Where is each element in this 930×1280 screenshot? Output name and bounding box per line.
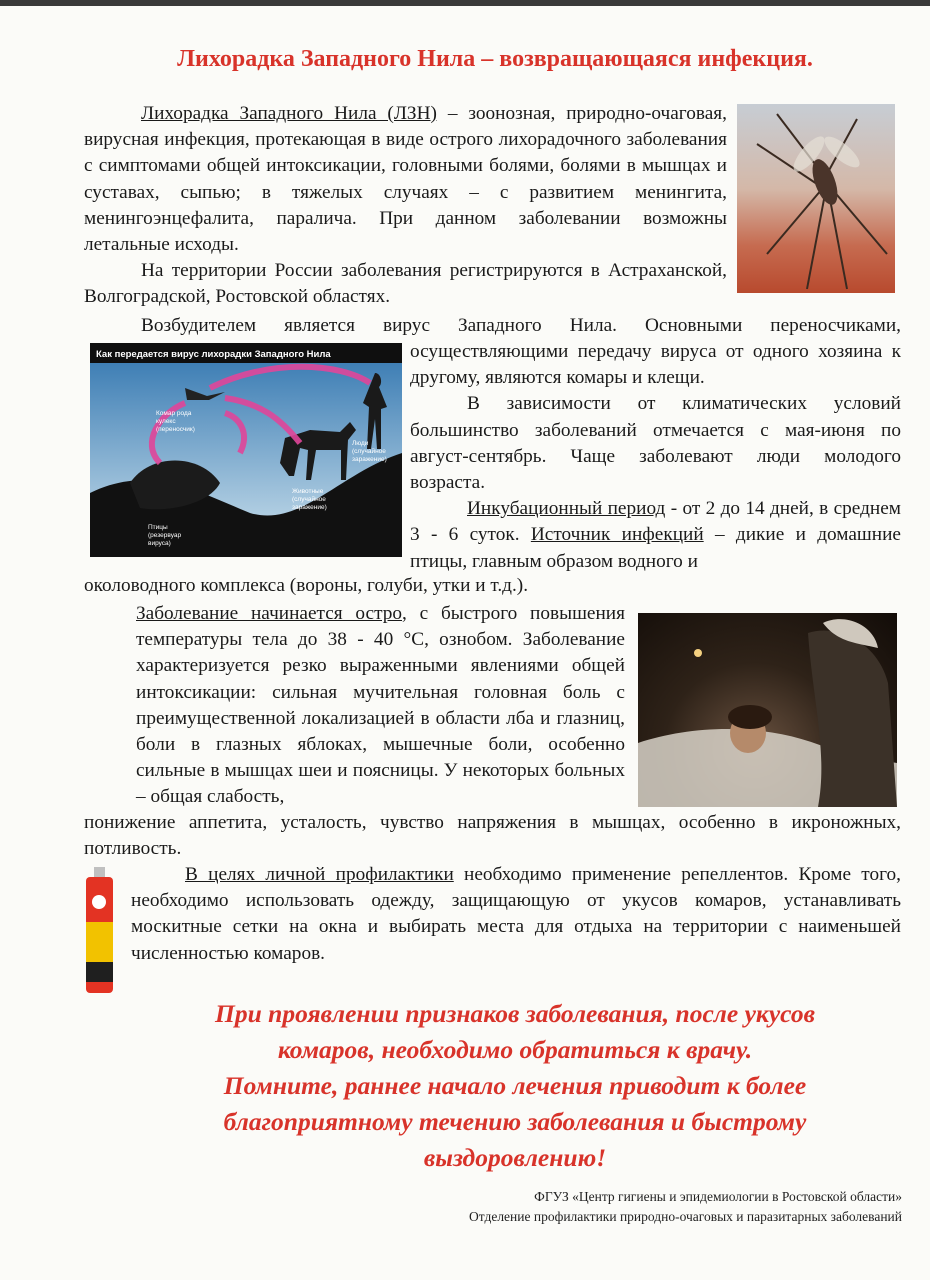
diagram-label-mosquito: кулекс xyxy=(156,418,176,425)
repellent-can-illustration xyxy=(82,867,117,995)
diagram-label-animals: Животные xyxy=(292,488,324,495)
patient-photo xyxy=(638,613,897,807)
appeal-line: Помните, раннее начало лечения приводит к более xyxy=(223,1071,807,1100)
source-last-line: околоводного комплекса (вороны, голуби, утки и т.д.). xyxy=(84,575,529,596)
appeal-line: комаров, необходимо обратиться к врачу. xyxy=(277,1035,753,1064)
diagram-label-birds: Птицы xyxy=(148,524,168,531)
diagram-label-birds: вируса) xyxy=(148,540,171,547)
symptoms-continuation xyxy=(84,810,901,862)
diagram-label-people: (случайное xyxy=(352,448,386,455)
diagram-label-animals: (случайное xyxy=(292,496,326,503)
prevention-term: В целях личной профилактики xyxy=(185,864,454,885)
appeal-line: благоприятному течению заболевания и быстрому xyxy=(223,1107,807,1136)
appeal-line: выздоровлению! xyxy=(423,1143,607,1172)
symptoms-text: , с быстрого повышения температуры тела до 38 - 40 °С, ознобом. Заболевание характеризуется резко выраженными явлениями общей интоксикации: сильная мучительная головная боль с преимущественной локализацией в области лба и глазниц, боли в глазных яблоках, мышечные боли, особенно сильные в мышцах шеи и поясницы. У некоторых больных – общая слабость, xyxy=(136,603,625,808)
intro-paragraph xyxy=(84,101,727,258)
appeal-line: При проявлении признаков заболевания, после укусов xyxy=(215,999,815,1028)
vectors-column xyxy=(410,339,901,575)
vectors-text: осуществляющими передачу вируса от одного хозяина к другому, являются комары и клещи. xyxy=(410,341,901,389)
appeal-block xyxy=(120,996,910,1176)
page-title: Лихорадка Западного Нила – возвращающаяся инфекция. xyxy=(177,46,813,72)
transmission-diagram xyxy=(90,343,402,557)
diagram-label-animals: заражение) xyxy=(292,504,327,511)
onset-term: Заболевание начинается остро xyxy=(136,603,403,624)
incubation-term: Инкубационный период xyxy=(467,498,666,520)
patient-illustration xyxy=(638,613,897,807)
disease-term: Лихорадка Западного Нила (ЛЗН) xyxy=(141,103,437,124)
diagram-canvas xyxy=(90,343,402,557)
season-text: В зависимости от климатических условий большинство заболеваний отмечается с мая-июня по август-сентябрь. Чаще заболевают люди молодого возраста. xyxy=(410,393,901,494)
incubation-text: - от 2 до 14 дней, в среднем 3 - 6 суток. xyxy=(410,498,901,546)
intro-text: – зоонозная, природно-очаговая, вирусная инфекция, протекающая в виде острого лихорадочного заболевания с симптомами общей интоксикации, головными болями, болями в мышцах и суставах, сыпью; в тяжелых случаях – с развитием менингита, менингоэнцефалита, паралича. При данном заболевании возможны летальные исходы. xyxy=(84,103,727,256)
diagram-label-people: заражение) xyxy=(352,456,387,463)
repellent-can-photo xyxy=(82,867,117,995)
regions-text: На территории России заболевания регистрируются в Астраханской, Волгоградской, Ростовской областях. xyxy=(84,260,727,308)
footer-org: ФГУЗ «Центр гигиены и эпидемиологии в Ростовской области» xyxy=(534,1189,902,1204)
footer xyxy=(300,1187,902,1227)
pathogen-text: Возбудителем является вирус Западного Нила. Основными переносчиками, xyxy=(141,315,901,336)
diagram-label-mosquito: Комар рода xyxy=(156,410,192,417)
diagram-label-birds: (резервуар xyxy=(148,532,182,539)
source-text: – дикие и домашние птицы, главным образом водного и xyxy=(410,524,901,572)
source-line xyxy=(84,573,901,599)
diagram-label-mosquito: (переносчик) xyxy=(156,426,195,433)
diagram-title: Как передается вирус лихорадки Западного Нила xyxy=(96,349,331,360)
pathogen-line xyxy=(84,313,901,339)
regions-paragraph xyxy=(84,258,727,310)
top-rule xyxy=(0,0,930,6)
source-term: Источник инфекций xyxy=(530,524,704,546)
footer-dept: Отделение профилактики природно-очаговых и паразитарных заболеваний xyxy=(468,1209,902,1224)
mosquito-photo xyxy=(737,104,895,293)
diagram-label-people: Люди xyxy=(352,440,369,447)
symptoms-cont-text: понижение аппетита, усталость, чувство напряжения в мышцах, особенно в икроножных, потливость. xyxy=(84,812,901,860)
mosquito-illustration xyxy=(737,104,895,293)
prevention-text: необходимо применение репеллентов. Кроме того, необходимо использовать одежду, защищающую от укусов комаров, устанавливать москитные сетки на окна и выбирать места для отдыха на территории с наименьшей численностью комаров. xyxy=(131,864,901,964)
prevention-paragraph xyxy=(131,862,901,967)
symptoms-column xyxy=(136,601,625,811)
